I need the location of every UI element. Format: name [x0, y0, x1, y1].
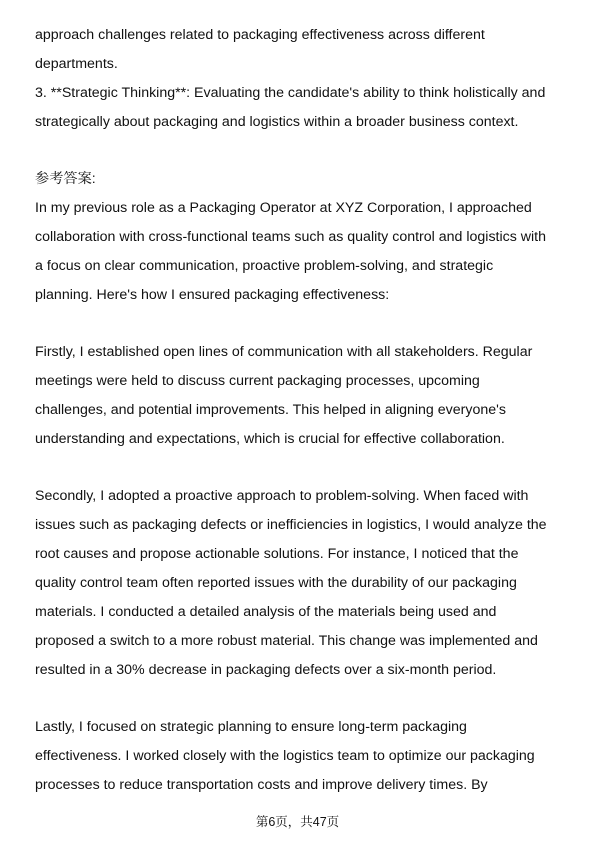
text-line: challenges, and potential improvements. This helped in aligning everyone's	[35, 402, 506, 418]
section-heading: 参考答案:	[35, 171, 96, 187]
text-line: Firstly, I established open lines of communication with all stakeholders. Regular	[35, 344, 533, 360]
text-line: 3. **Strategic Thinking**: Evaluating the candidate's ability to think holistically and	[35, 85, 546, 101]
text-line: Lastly, I focused on strategic planning to ensure long-term packaging	[35, 719, 467, 735]
text-line: a focus on clear communication, proactive problem-solving, and strategic	[35, 258, 494, 274]
text-line: Secondly, I adopted a proactive approach to problem-solving. When faced with	[35, 488, 529, 504]
text-line: collaboration with cross-functional teams such as quality control and logistics with	[35, 229, 546, 245]
text-line: proposed a switch to a more robust material. This change was implemented and	[35, 633, 538, 649]
text-line: strategically about packaging and logistics within a broader business context.	[35, 114, 519, 130]
text-line: issues such as packaging defects or inefficiencies in logistics, I would analyze the	[35, 517, 547, 533]
text-line: resulted in a 30% decrease in packaging defects over a six-month period.	[35, 662, 497, 678]
text-line: approach challenges related to packaging effectiveness across different	[35, 27, 485, 43]
text-line: quality control team often reported issues with the durability of our packaging	[35, 575, 517, 591]
text-line: root causes and propose actionable solutions. For instance, I noticed that the	[35, 546, 519, 562]
text-line: departments.	[35, 56, 118, 72]
text-line: meetings were held to discuss current packaging processes, upcoming	[35, 373, 480, 389]
page-number-footer: 第6页，共47页	[255, 815, 340, 829]
text-line: effectiveness. I worked closely with the logistics team to optimize our packaging	[35, 748, 535, 764]
text-line: materials. I conducted a detailed analysis of the materials being used and	[35, 604, 497, 620]
text-line: understanding and expectations, which is crucial for effective collaboration.	[35, 431, 505, 447]
text-line: planning. Here's how I ensured packaging effectiveness:	[35, 287, 390, 303]
text-line: processes to reduce transportation costs and improve delivery times. By	[35, 777, 488, 793]
text-line: In my previous role as a Packaging Operator at XYZ Corporation, I approached	[35, 200, 532, 216]
